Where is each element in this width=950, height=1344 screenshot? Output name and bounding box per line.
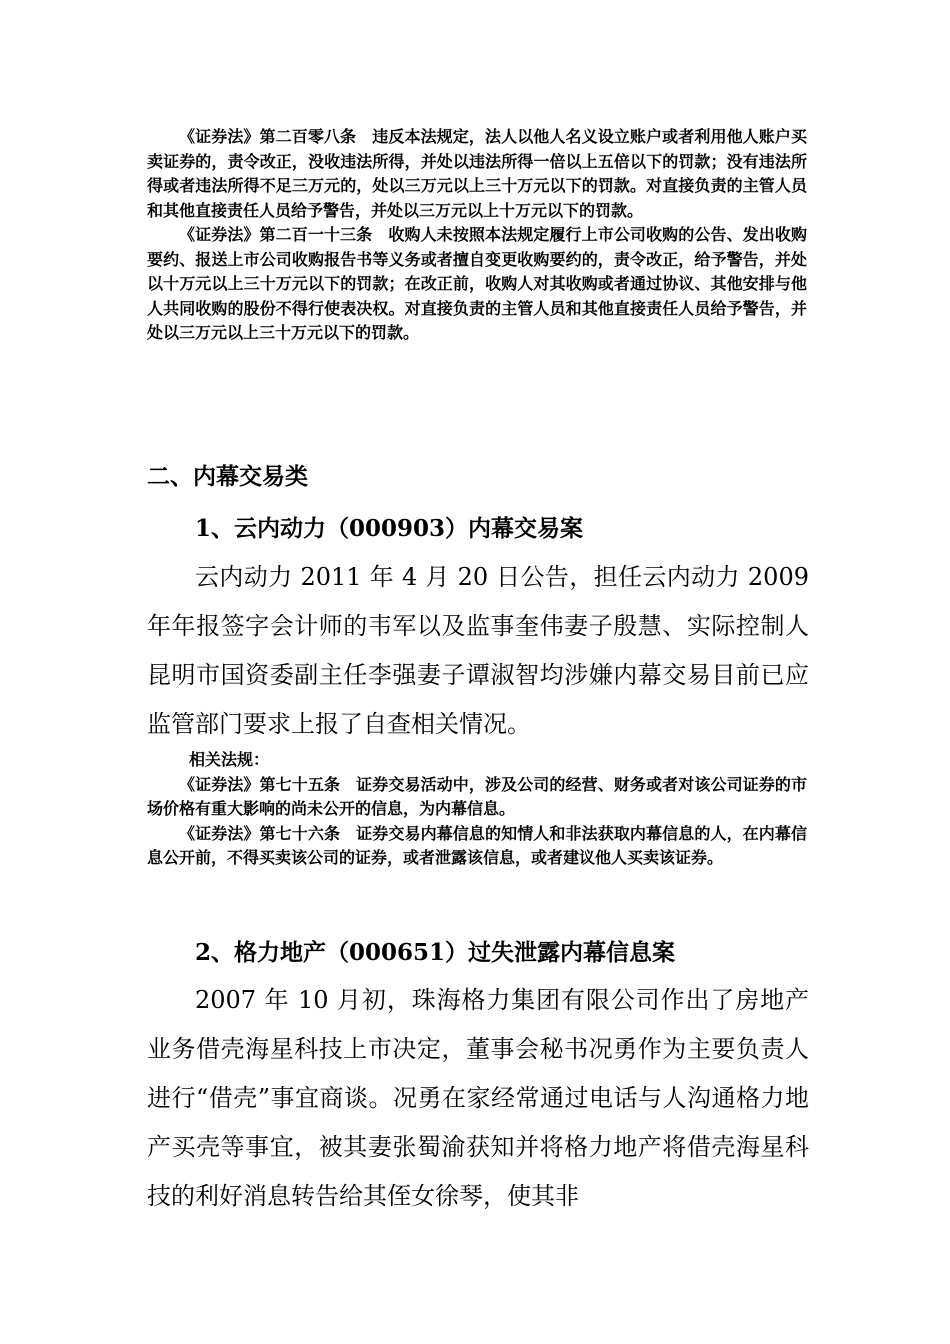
- law-paragraph-76: 《证券法》第七十六条 证券交易内幕信息的知情人和非法获取内幕信息的人，在内幕信息公开前，不得买卖该公司的证券，或者泄露该信息，或者建议他人买卖该证券。: [147, 823, 807, 867]
- case1-paragraph: 云内动力 2011 年 4 月 20 日公告，担任云内动力 2009 年年报签字会计师的韦军以及监事奎伟妻子殷慧、实际控制人昆明市国资委副主任李强妻子谭淑智均涉嫌内幕交易目前已应监管部门要求上报了自查相关情况。: [147, 563, 809, 738]
- case1-title: 1、云内动力（000903）内幕交易案: [195, 515, 584, 542]
- law-paragraph-75: 《证券法》第七十五条 证券交易活动中，涉及公司的经营、财务或者对该公司证券的市场价格有重大影响的尚未公开的信息，为内幕信息。: [147, 774, 807, 818]
- case2-paragraph: 2007 年 10 月初，珠海格力集团有限公司作出了房地产业务借壳海星科技上市决定，董事会秘书况勇作为主要负责人进行“借壳”事宜商谈。况勇在家经常通过电话与人沟通格力地产买壳等事宜，被其妻张蜀渝获知并将格力地产将借壳海星科技的利好消息转告给其侄女徐琴，使其非: [147, 986, 809, 1210]
- case2-body: [147, 976, 809, 1221]
- law-excerpt-block: [147, 125, 807, 346]
- case1-body: [147, 553, 809, 749]
- case1-regulations: [147, 748, 807, 871]
- law-paragraph-208: 《证券法》第二百零八条 违反本法规定，法人以他人名义设立账户或者利用他人账户买卖证券的，责令改正，没收违法所得，并处以违法所得一倍以上五倍以下的罚款；没有违法所得或者违法所得不足三万元的，处以三万元以上三十万元以下的罚款。对直接负责的主管人员和其他直接责任人员给予警告，并处以三万元以上十万元以下的罚款。: [147, 127, 807, 220]
- section-title: 二、内幕交易类: [147, 463, 308, 490]
- case2-title: 2、格力地产（000651）过失泄露内幕信息案: [195, 939, 676, 966]
- regulations-label: 相关法规：: [189, 750, 270, 769]
- law-paragraph-213: 《证券法》第二百一十三条 收购人未按照本法规定履行上市公司收购的公告、发出收购要约、报送上市公司收购报告书等义务或者擅自变更收购要约的，责令改正，给予警告，并处以十万元以上三十万元以下的罚款；在改正前，收购人对其收购或者通过协议、其他安排与他人共同收购的股份不得行使表决权。对直接负责的主管人员和其他直接责任人员给予警告，并处以三万元以上三十万元以下的罚款。: [147, 225, 807, 342]
